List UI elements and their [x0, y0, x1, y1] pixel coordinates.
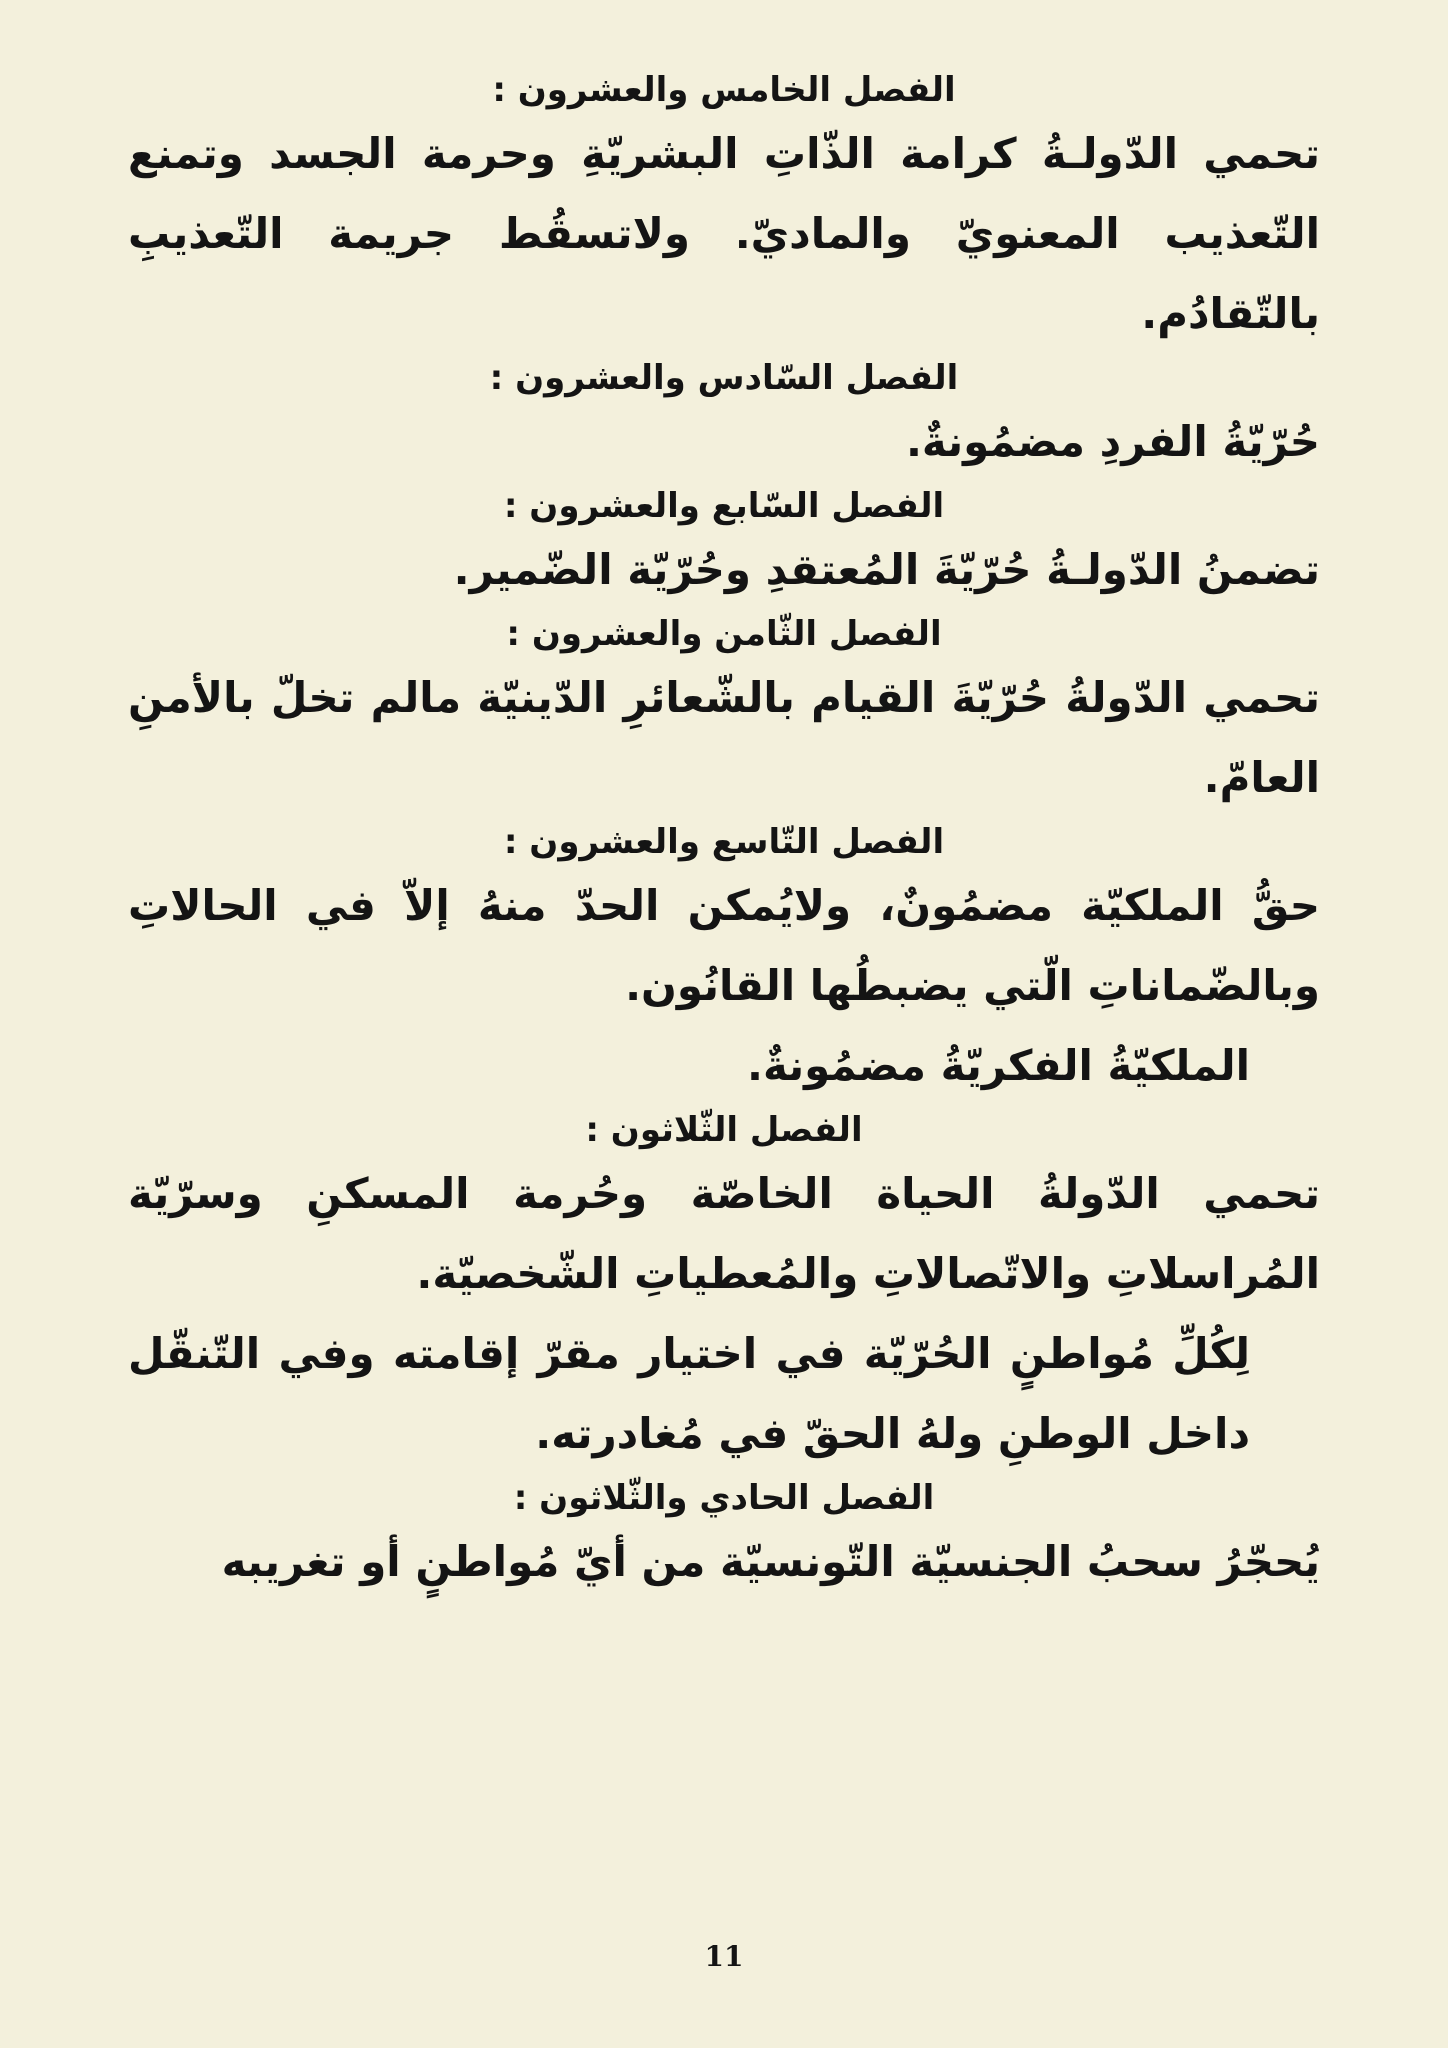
article-heading: الفصل السّادس والعشرون :	[489, 358, 959, 398]
article-paragraph: تضمنُ الدّولـةُ حُرّيّةَ المُعتقدِ وحُرّيّة الضّمير.	[453, 545, 1320, 594]
article-paragraph: حُرّيّةُ الفردِ مضمُونةٌ.	[905, 417, 1320, 466]
article-heading: الفصل التّاسع والعشرون :	[503, 822, 945, 862]
article-heading: الفصل السّابع والعشرون :	[503, 486, 945, 526]
article-heading: الفصل الثّلاثون :	[585, 1110, 863, 1150]
article-paragraph: تحمي الدّولةُ الحياة الخاصّة وحُرمة المسكنِ وسرّيّة المُراسلاتِ والاتّصالاتِ والمُعطياتِ الشّخصيّة.	[128, 1169, 1320, 1298]
article-heading: الفصل الحادي والثّلاثون :	[513, 1478, 935, 1518]
article-25	[128, 66, 1320, 354]
article-paragraph: حقُّ الملكيّة مضمُونٌ، ولايُمكن الحدّ منهُ إلاّ في الحالاتِ وبالضّماناتِ الّتي يضبطُها القانُون.	[128, 881, 1320, 1010]
article-paragraph: تحمي الدّولةُ حُرّيّةَ القيام بالشّعائرِ الدّينيّة مالم تخلّ بالأمنِ العامّ.	[128, 673, 1320, 802]
article-heading: الفصل الخامس والعشرون :	[492, 70, 956, 110]
page-number: 11	[704, 1940, 744, 1973]
article-paragraph: لِكُلِّ مُواطنٍ الحُرّيّة في اختيار مقرّ إقامته وفي التّنقّل داخل الوطنِ ولهُ الحقّ في مُغادرته.	[128, 1329, 1250, 1458]
article-paragraph: يُحجّرُ سحبُ الجنسيّة التّونسيّة من أيّ مُواطنٍ أو تغريبه	[221, 1537, 1320, 1586]
article-paragraph: تحمي الدّولـةُ كرامة الذّاتِ البشريّةِ وحرمة الجسد وتمنع التّعذيب المعنويّ والماديّ. ولاتسقُط جريمة التّعذيبِ بالتّقادُم.	[128, 129, 1320, 338]
article-26	[128, 354, 1320, 482]
article-31	[128, 1474, 1320, 1602]
article-paragraph: الملكيّةُ الفكريّةُ مضمُونةٌ.	[746, 1041, 1250, 1090]
article-29	[128, 818, 1320, 1106]
article-heading: الفصل الثّامن والعشرون :	[506, 614, 942, 654]
article-27	[128, 482, 1320, 610]
article-30	[128, 1106, 1320, 1474]
article-28	[128, 610, 1320, 818]
